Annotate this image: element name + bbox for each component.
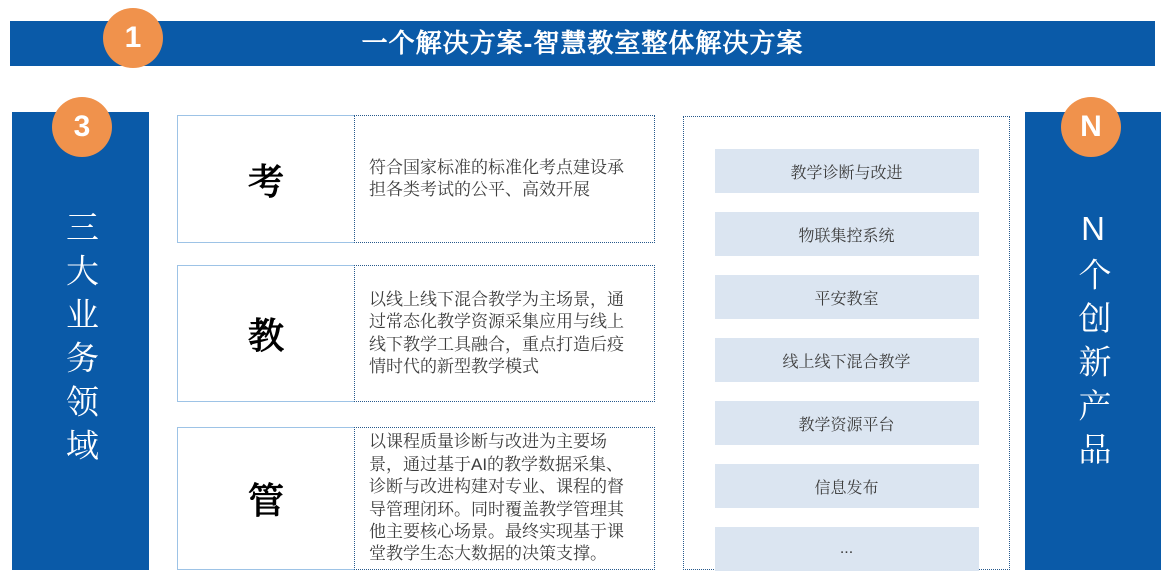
business-desc-guan <box>354 427 655 570</box>
right-pillar-label: N个创新产品 <box>1074 210 1112 476</box>
business-desc-kao-text: 符合国家标准的标准化考点建设承担各类考试的公平、高效开展 <box>369 157 624 199</box>
business-desc-guan-text: 以课程质量诊断与改进为主要场景，通过基于AI的教学数据采集、诊断与改进构建对专业、课程的督导管理闭环。同时覆盖教学管理其他主要核心场景。最终实现基于课堂教学生态大数据的决策支撑。 <box>369 432 624 564</box>
product-item-more: ... <box>715 527 979 571</box>
page-title: 一个解决方案-智慧教室整体解决方案 <box>361 28 804 58</box>
business-key-kao: 考 <box>177 115 355 243</box>
business-desc-kao <box>354 115 655 243</box>
badge-number-1: 1 <box>103 8 163 68</box>
product-item: 线上线下混合教学 <box>715 338 979 382</box>
product-item: 教学诊断与改进 <box>715 149 979 193</box>
product-panel <box>683 116 1010 570</box>
business-row-guan <box>177 427 655 570</box>
business-desc-jiao-text: 以线上线下混合教学为主场景，通过常态化教学资源采集应用与线上线下教学工具融合，重点打造后疫情时代的新型教学模式 <box>369 289 624 376</box>
badge-number-3: 3 <box>52 97 112 157</box>
business-desc-jiao <box>354 265 655 402</box>
product-item: 信息发布 <box>715 464 979 508</box>
business-key-guan: 管 <box>177 427 355 570</box>
business-row-jiao <box>177 265 655 402</box>
product-item: 教学资源平台 <box>715 401 979 445</box>
right-pillar <box>1025 112 1161 570</box>
badge-letter-n: N <box>1061 97 1121 157</box>
left-pillar-label: 三大业务领域 <box>62 210 99 472</box>
business-row-kao <box>177 115 655 243</box>
product-item: 平安教室 <box>715 275 979 319</box>
business-key-jiao: 教 <box>177 265 355 402</box>
product-item: 物联集控系统 <box>715 212 979 256</box>
title-banner <box>10 21 1155 66</box>
left-pillar <box>12 112 149 570</box>
